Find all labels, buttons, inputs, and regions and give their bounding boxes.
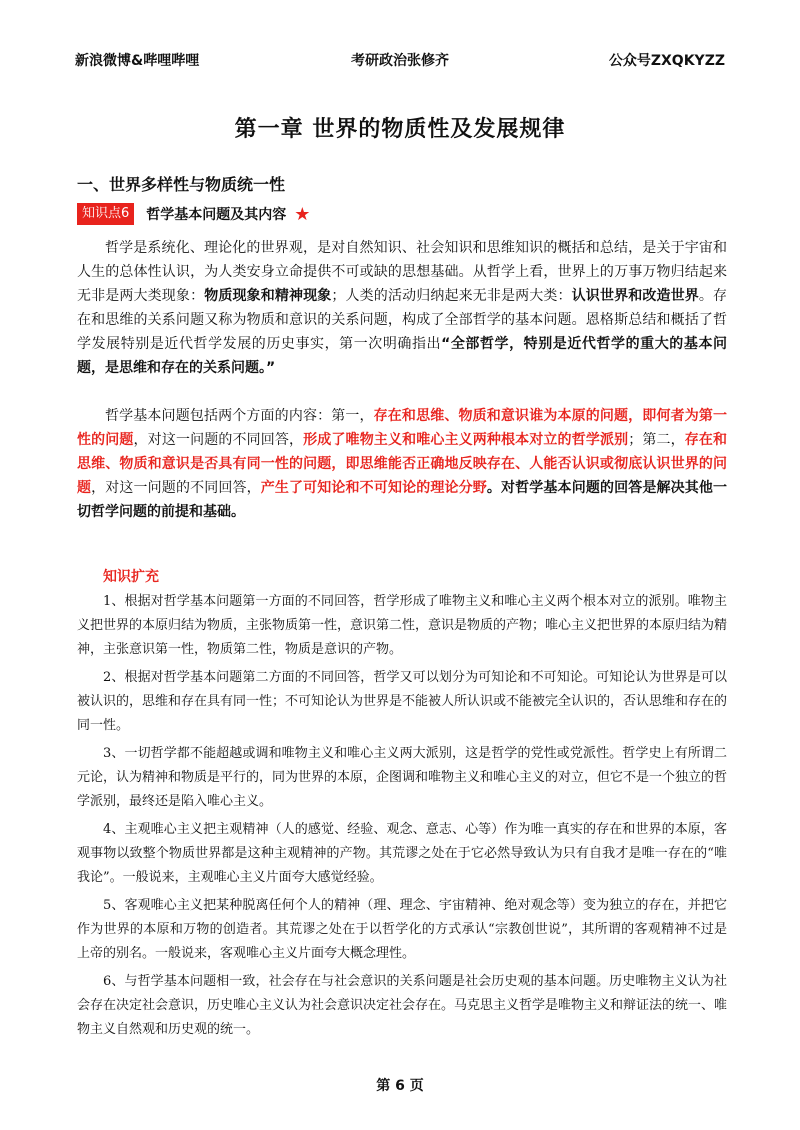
p1-bold-quote: “全部哲学，特别是近代哲学的重大的基本问题，是思维和存在的关系问题。” <box>77 336 728 376</box>
extension-item: 2、根据对哲学基本问题第二方面的不同回答，哲学又可以划分为可知论和不可知论。可知论认为世界是可以被认识的，思维和存在具有同一性；不可知论认为世界是不能被人所认识或不能被完全认识的，否认思维和存在的同一性。 <box>77 670 728 733</box>
p2-text-a: 哲学基本问题包括两个方面的内容：第一， <box>105 408 374 424</box>
section-heading: 一、世界多样性与物质统一性 <box>77 175 286 194</box>
extension-item: 3、一切哲学都不能超越或调和唯物主义和唯心主义两大派别，这是哲学的党性或党派性。哲学史上有所谓二元论，认为精神和物质是平行的，同为世界的本原，企图调和唯物主义和唯心主义的对立，但它不是一个独立的哲学派别，最终还是陷入唯心主义。 <box>77 746 728 809</box>
extension-item: 1、根据对哲学基本问题第一方面的不同回答，哲学形成了唯物主义和唯心主义两个根本对立的派别。唯物主义把世界的本原归结为物质，主张物质第一性，意识第二性，意识是物质的产物；唯心主义把世界的本原归结为精神，主张意识第一性，物质第二性，物质是意识的产物。 <box>77 594 728 657</box>
page-number: 第 6 页 <box>376 1078 424 1094</box>
header-wechat-account: 公众号ZXQKYZZ <box>608 53 725 69</box>
chapter-title: 第一章 世界的物质性及发展规律 <box>234 117 566 142</box>
p2-red-schools: 形成了唯物主义和唯心主义两种根本对立的哲学派别 <box>303 432 629 448</box>
p1-bold-phenomena: 物质现象和精神现象 <box>204 288 332 304</box>
header-author: 考研政治张修齐 <box>351 53 449 69</box>
p2-text-c: ，对这一问题的不同回答， <box>133 432 304 448</box>
p2-red-agnosticism: 产生了可知论和不可知论的理论分野 <box>260 480 487 496</box>
p1-text-e: 。存在和思维的关系问题又称为物质和意识的关系问题，构成了全部哲学的基本问题。恩格斯总结和概括了哲学发展特别是近代哲学发展的历史事实，第一次明确指出 <box>77 288 728 352</box>
paragraph-philosophy-definition <box>77 236 727 380</box>
p2-text-e: ；第二， <box>628 432 685 448</box>
p2-red-first-aspect: 存在和思维、物质和意识谁为本原的问题，即何者为第一性的问题 <box>77 408 728 448</box>
extension-item: 4、主观唯心主义把主观精神（人的感觉、经验、观念、意志、心等）作为唯一真实的存在和世界的本原，客观事物以致整个物质世界都是这种主观精神的产物。其荒谬之处在于它必然导致认为只有自我才是唯一存在的“唯我论”。一般说来，主观唯心主义片面夸大感觉经验。 <box>77 822 727 885</box>
knowledge-point-title: 哲学基本问题及其内容 <box>146 207 287 223</box>
p1-text-c: ；人类的活动归纳起来无非是两大类： <box>331 288 572 304</box>
star-icon: ★ <box>294 203 311 225</box>
paragraph-basic-question <box>77 404 727 524</box>
page-header <box>75 50 725 72</box>
knowledge-extension-title: 知识扩充 <box>103 569 159 585</box>
extension-item: 6、与哲学基本问题相一致，社会存在与社会意识的关系问题是社会历史观的基本问题。历史唯物主义认为社会存在决定社会意识，历史唯心主义认为社会意识决定社会存在。马克思主义哲学是唯物主义和辩证法的统一、唯物主义自然观和历史观的统一。 <box>77 974 728 1037</box>
p2-bold-conclusion: 。对哲学基本问题的回答是解决其他一切哲学问题的前提和基础。 <box>77 480 728 520</box>
p1-text-a: 哲学是系统化、理论化的世界观，是对自然知识、社会知识和思维知识的概括和总结，是关于宇宙和人生的总体性认识，为人类安身立命提供不可或缺的思想基础。从哲学上看，世界上的万事万物归结起来无非是两大类现象： <box>77 240 727 304</box>
knowledge-point-heading <box>77 202 310 226</box>
p2-text-g: ，对这一问题的不同回答， <box>91 480 261 496</box>
p1-bold-activities: 认识世界和改造世界 <box>571 288 699 304</box>
p2-red-second-aspect: 存在和思维、物质和意识是否具有同一性的问题，即思维能否正确地反映存在、人能否认识或彻底认识世界的问题 <box>77 432 728 496</box>
knowledge-extension-list <box>77 590 727 1046</box>
extension-item: 5、客观唯心主义把某种脱离任何个人的精神（理、理念、宇宙精神、绝对观念等）变为独立的存在，并把它作为世界的本原和万物的创造者。其荒谬之处在于以哲学化的方式承认“宗教创世说”，其所谓的客观精神不过是上帝的别名。一般说来，客观唯心主义片面夸大概念理性。 <box>77 898 727 961</box>
header-weibo-bilibili: 新浪微博&哔哩哔哩 <box>75 53 200 69</box>
knowledge-point-tag: 知识点6 <box>77 203 134 225</box>
